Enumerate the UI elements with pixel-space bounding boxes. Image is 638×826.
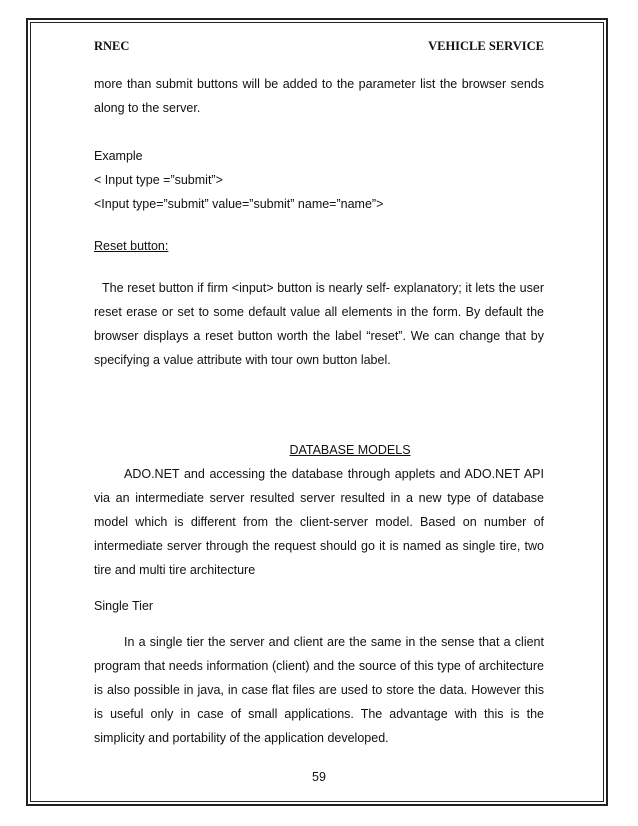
database-models-paragraph: ADO.NET and accessing the database through applets and ADO.NET API via an intermediate server resulted server resulted in a new type of database model which is different from the client-server model. Based on number of intermediate server through the request should go it is named as single tire, two tire and multi tire architecture <box>94 467 544 577</box>
page-content <box>94 72 544 750</box>
reset-button-heading: Reset button: <box>94 239 169 253</box>
page-number: 59 <box>312 770 326 784</box>
single-tier-paragraph: In a single tier the server and client are the same in the sense that a client program that needs information (client) and the source of this type of architecture is also possible in java, in case flat files are used to store the data. However this is useful only in case of small applications. The advantage with this is the simplicity and portability of the application developed. <box>94 635 544 745</box>
reset-button-paragraph: The reset button if firm <input> button is nearly self- explanatory; it lets the user reset erase or set to some default value all elements in the form. By default the browser displays a reset button worth the label “reset”. We can change that by specifying a value attribute with tour own button label. <box>94 281 544 367</box>
example-label: Example <box>94 149 143 163</box>
example-line-1: < Input type =”submit”> <box>94 173 223 187</box>
header-left: RNEC <box>94 39 130 53</box>
header-right: VEHICLE SERVICE <box>428 39 544 53</box>
single-tier-heading: Single Tier <box>94 599 154 613</box>
example-line-2: <Input type=”submit” value=”submit” name=”name”> <box>94 197 384 211</box>
database-models-heading: DATABASE MODELS <box>289 443 411 457</box>
intro-paragraph: more than submit buttons will be added to the parameter list the browser sends along to the server. <box>94 77 544 115</box>
